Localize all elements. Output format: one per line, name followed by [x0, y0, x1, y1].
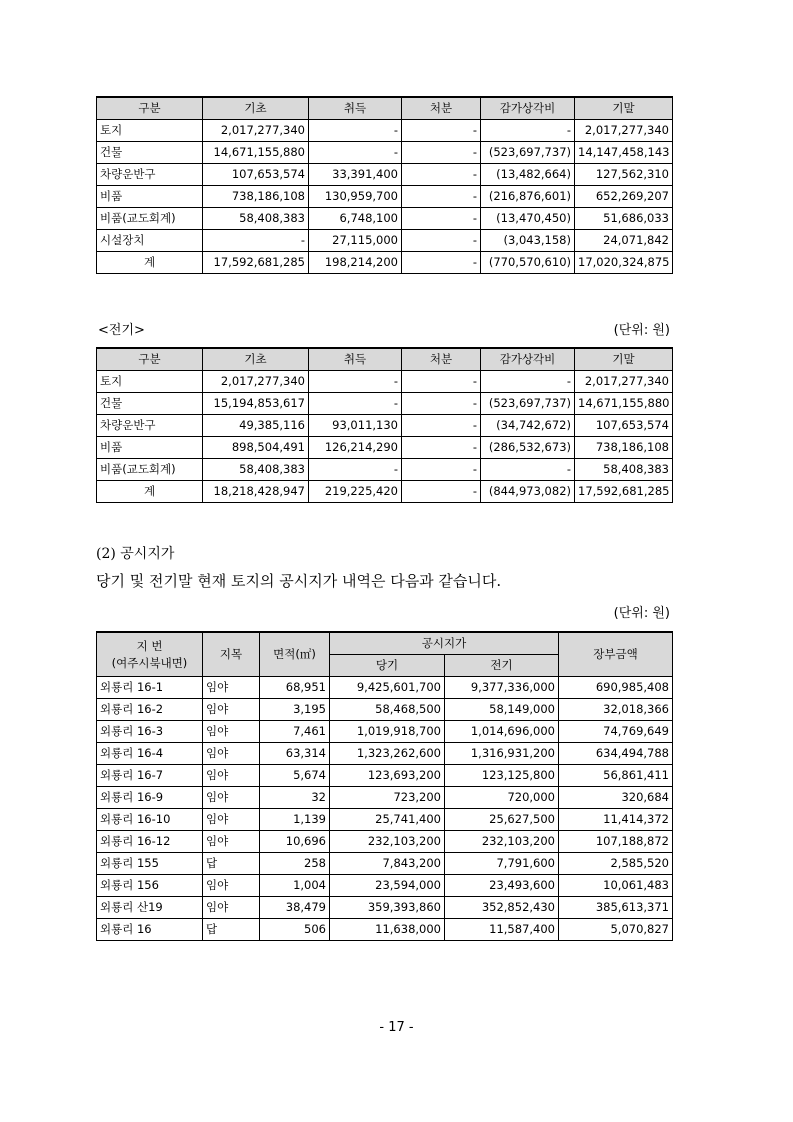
table-row [97, 459, 673, 481]
lot-number: 외룡리 16-10 [97, 809, 203, 831]
table-cell: 5,674 [260, 765, 330, 787]
table-cell: 38,479 [260, 897, 330, 919]
lot-number: 외룡리 16-7 [97, 765, 203, 787]
land-type: 임야 [203, 787, 260, 809]
table-row [97, 437, 673, 459]
table-cell: 738,186,108 [575, 437, 673, 459]
row-label: 차량운반구 [97, 415, 203, 437]
table-cell: 107,653,574 [203, 164, 309, 186]
land-type: 임야 [203, 721, 260, 743]
table-cell: 33,391,400 [309, 164, 402, 186]
table-cell: - [203, 230, 309, 252]
table-header-row [97, 97, 673, 120]
table-cell: (216,876,601) [481, 186, 575, 208]
table-cell: - [481, 459, 575, 481]
header-cell: 감가상각비 [481, 348, 575, 371]
table-cell: 320,684 [559, 787, 673, 809]
prior-period-caption: <전기> [98, 323, 145, 338]
table-row [97, 120, 673, 142]
unit-label-2: (단위: 원) [613, 606, 670, 621]
table-row [97, 787, 673, 809]
table-cell: 7,461 [260, 721, 330, 743]
table-cell: 25,627,500 [445, 809, 559, 831]
row-label: 토지 [97, 120, 203, 142]
header-cell: 처분 [402, 97, 481, 120]
table-row [97, 853, 673, 875]
header-current: 당기 [330, 655, 445, 677]
row-label: 비품 [97, 437, 203, 459]
table-cell: - [402, 437, 481, 459]
table-cell: 32 [260, 787, 330, 809]
lot-number: 외룡리 16-4 [97, 743, 203, 765]
table-row [97, 415, 673, 437]
table-cell: - [402, 142, 481, 164]
table-cell: 68,951 [260, 677, 330, 699]
table-cell: 11,587,400 [445, 919, 559, 941]
table-cell: 232,103,200 [445, 831, 559, 853]
table-cell: 1,014,696,000 [445, 721, 559, 743]
lot-number: 외룡리 155 [97, 853, 203, 875]
row-label: 건물 [97, 142, 203, 164]
table-cell: - [402, 230, 481, 252]
table-cell: 23,594,000 [330, 875, 445, 897]
table-cell: 1,139 [260, 809, 330, 831]
table-cell: 723,200 [330, 787, 445, 809]
table-cell: - [309, 371, 402, 393]
table-cell: 1,004 [260, 875, 330, 897]
table-cell: 17,592,681,285 [203, 252, 309, 274]
table-cell: 51,686,033 [575, 208, 673, 230]
table-cell: (34,742,672) [481, 415, 575, 437]
table-cell: 15,194,853,617 [203, 393, 309, 415]
table-row [97, 831, 673, 853]
table-cell: (844,973,082) [481, 481, 575, 503]
table-cell: (286,532,673) [481, 437, 575, 459]
table-cell: 17,020,324,875 [575, 252, 673, 274]
table-cell: 27,115,000 [309, 230, 402, 252]
table-row [97, 252, 673, 274]
table-cell: 10,061,483 [559, 875, 673, 897]
header-cell: 구분 [97, 97, 203, 120]
table-cell: 123,693,200 [330, 765, 445, 787]
table-cell: 24,071,842 [575, 230, 673, 252]
asset-table-prior [96, 347, 673, 503]
table-cell: 634,494,788 [559, 743, 673, 765]
row-label: 비품(교도회계) [97, 459, 203, 481]
table-cell: 14,671,155,880 [203, 142, 309, 164]
table-cell: 3,195 [260, 699, 330, 721]
land-type: 임야 [203, 699, 260, 721]
table-cell: 93,011,130 [309, 415, 402, 437]
table-cell: 63,314 [260, 743, 330, 765]
table-cell: 6,748,100 [309, 208, 402, 230]
header-lot-sub: (여주시북내면) [111, 655, 188, 670]
table-cell: 9,425,601,700 [330, 677, 445, 699]
table-cell: - [309, 120, 402, 142]
row-label: 시설장치 [97, 230, 203, 252]
table-cell: (523,697,737) [481, 393, 575, 415]
table-row [97, 208, 673, 230]
table-row [97, 743, 673, 765]
table-cell: 258 [260, 853, 330, 875]
land-type: 임야 [203, 765, 260, 787]
land-type: 답 [203, 919, 260, 941]
header-book-value: 장부금액 [559, 632, 673, 677]
row-label: 차량운반구 [97, 164, 203, 186]
table-cell: 2,017,277,340 [203, 120, 309, 142]
header-cell: 기말 [575, 348, 673, 371]
land-type: 답 [203, 853, 260, 875]
table-cell: 506 [260, 919, 330, 941]
table-row [97, 809, 673, 831]
table-cell: 7,791,600 [445, 853, 559, 875]
table-cell: 1,316,931,200 [445, 743, 559, 765]
table-row [97, 371, 673, 393]
row-label: 계 [97, 481, 203, 503]
table-cell: 74,769,649 [559, 721, 673, 743]
table-cell: - [402, 481, 481, 503]
table-cell: 58,468,500 [330, 699, 445, 721]
table-row [97, 164, 673, 186]
land-type: 임야 [203, 809, 260, 831]
table-cell: - [309, 459, 402, 481]
table-cell: 23,493,600 [445, 875, 559, 897]
table-cell: - [402, 459, 481, 481]
header-cell: 취득 [309, 97, 402, 120]
table-row [97, 230, 673, 252]
table-cell: 58,408,383 [575, 459, 673, 481]
table-cell: 107,653,574 [575, 415, 673, 437]
table-cell: - [481, 120, 575, 142]
land-type: 임야 [203, 743, 260, 765]
table-cell: 126,214,290 [309, 437, 402, 459]
header-official-price: 공시지가 [330, 632, 559, 655]
table-cell: 2,017,277,340 [203, 371, 309, 393]
header-cell: 취득 [309, 348, 402, 371]
table-cell: - [402, 252, 481, 274]
table-cell: - [402, 120, 481, 142]
header-lot-label: 지 번 [136, 638, 163, 653]
lot-number: 외룡리 156 [97, 875, 203, 897]
table-cell: (13,482,664) [481, 164, 575, 186]
table-cell: 123,125,800 [445, 765, 559, 787]
header-cell: 처분 [402, 348, 481, 371]
header-prior: 전기 [445, 655, 559, 677]
table-cell: 652,269,207 [575, 186, 673, 208]
table-row [97, 393, 673, 415]
table-cell: (770,570,610) [481, 252, 575, 274]
table-cell: 232,103,200 [330, 831, 445, 853]
table-cell: 58,149,000 [445, 699, 559, 721]
table-cell: 25,741,400 [330, 809, 445, 831]
table-cell: - [309, 393, 402, 415]
table-cell: 58,408,383 [203, 208, 309, 230]
unit-label: (단위: 원) [613, 323, 670, 338]
table-cell: - [402, 186, 481, 208]
table-cell: (523,697,737) [481, 142, 575, 164]
header-cell: 기초 [203, 97, 309, 120]
table-cell: 352,852,430 [445, 897, 559, 919]
table-cell: 219,225,420 [309, 481, 402, 503]
page-number: - 17 - [379, 1020, 414, 1035]
table-cell: 690,985,408 [559, 677, 673, 699]
table-cell: 2,017,277,340 [575, 371, 673, 393]
table-cell: 720,000 [445, 787, 559, 809]
table-cell: 32,018,366 [559, 699, 673, 721]
table-cell: 49,385,116 [203, 415, 309, 437]
table-row [97, 765, 673, 787]
table-cell: - [309, 142, 402, 164]
row-label: 비품 [97, 186, 203, 208]
land-type: 임야 [203, 897, 260, 919]
section-heading: (2) 공시지가 [96, 546, 175, 562]
table-cell: 1,019,918,700 [330, 721, 445, 743]
table-cell: 58,408,383 [203, 459, 309, 481]
table-row [97, 481, 673, 503]
table-cell: - [402, 393, 481, 415]
table-cell: 56,861,411 [559, 765, 673, 787]
table-cell: - [402, 415, 481, 437]
lot-number: 외룡리 16-12 [97, 831, 203, 853]
table-cell: 2,017,277,340 [575, 120, 673, 142]
table-cell: 898,504,491 [203, 437, 309, 459]
land-price-table [96, 631, 673, 941]
table-cell: 10,696 [260, 831, 330, 853]
land-type: 임야 [203, 677, 260, 699]
table-row [97, 897, 673, 919]
lot-number: 외룡리 16-3 [97, 721, 203, 743]
table-cell: (13,470,450) [481, 208, 575, 230]
table-cell: 7,843,200 [330, 853, 445, 875]
land-type: 임야 [203, 831, 260, 853]
lot-number: 외룡리 산19 [97, 897, 203, 919]
table-cell: 9,377,336,000 [445, 677, 559, 699]
row-label: 토지 [97, 371, 203, 393]
table-cell: 2,585,520 [559, 853, 673, 875]
table-cell: 738,186,108 [203, 186, 309, 208]
table-cell: 17,592,681,285 [575, 481, 673, 503]
table-cell: 14,147,458,143 [575, 142, 673, 164]
table-cell: 385,613,371 [559, 897, 673, 919]
table-cell: 127,562,310 [575, 164, 673, 186]
table-cell: 11,638,000 [330, 919, 445, 941]
lot-number: 외룡리 16 [97, 919, 203, 941]
table-cell: - [481, 371, 575, 393]
asset-table-current [96, 96, 673, 274]
header-cell: 구분 [97, 348, 203, 371]
table-cell: 130,959,700 [309, 186, 402, 208]
table-cell: 107,188,872 [559, 831, 673, 853]
row-label: 비품(교도회계) [97, 208, 203, 230]
table-cell: 18,218,428,947 [203, 481, 309, 503]
table-cell: - [402, 208, 481, 230]
table-cell: 5,070,827 [559, 919, 673, 941]
header-area: 면적(㎡) [260, 632, 330, 677]
table-row [97, 721, 673, 743]
table-cell: - [402, 164, 481, 186]
land-type: 임야 [203, 875, 260, 897]
table-row [97, 142, 673, 164]
table-cell: (3,043,158) [481, 230, 575, 252]
table-row [97, 875, 673, 897]
table-cell: 14,671,155,880 [575, 393, 673, 415]
table-row [97, 699, 673, 721]
header-cell: 기말 [575, 97, 673, 120]
lot-number: 외룡리 16-2 [97, 699, 203, 721]
lot-number: 외룡리 16-1 [97, 677, 203, 699]
lot-number: 외룡리 16-9 [97, 787, 203, 809]
header-lot [97, 632, 203, 677]
row-label: 건물 [97, 393, 203, 415]
table-cell: 359,393,860 [330, 897, 445, 919]
header-cell: 감가상각비 [481, 97, 575, 120]
table-row [97, 677, 673, 699]
table-row [97, 919, 673, 941]
header-cell: 기초 [203, 348, 309, 371]
table-row [97, 186, 673, 208]
header-type: 지목 [203, 632, 260, 677]
table-cell: 198,214,200 [309, 252, 402, 274]
table-cell: 1,323,262,600 [330, 743, 445, 765]
row-label: 계 [97, 252, 203, 274]
table-cell: - [402, 371, 481, 393]
table-cell: 11,414,372 [559, 809, 673, 831]
table-header-row [97, 348, 673, 371]
section-sentence: 당기 및 전기말 현재 토지의 공시지가 내역은 다음과 같습니다. [96, 572, 502, 590]
